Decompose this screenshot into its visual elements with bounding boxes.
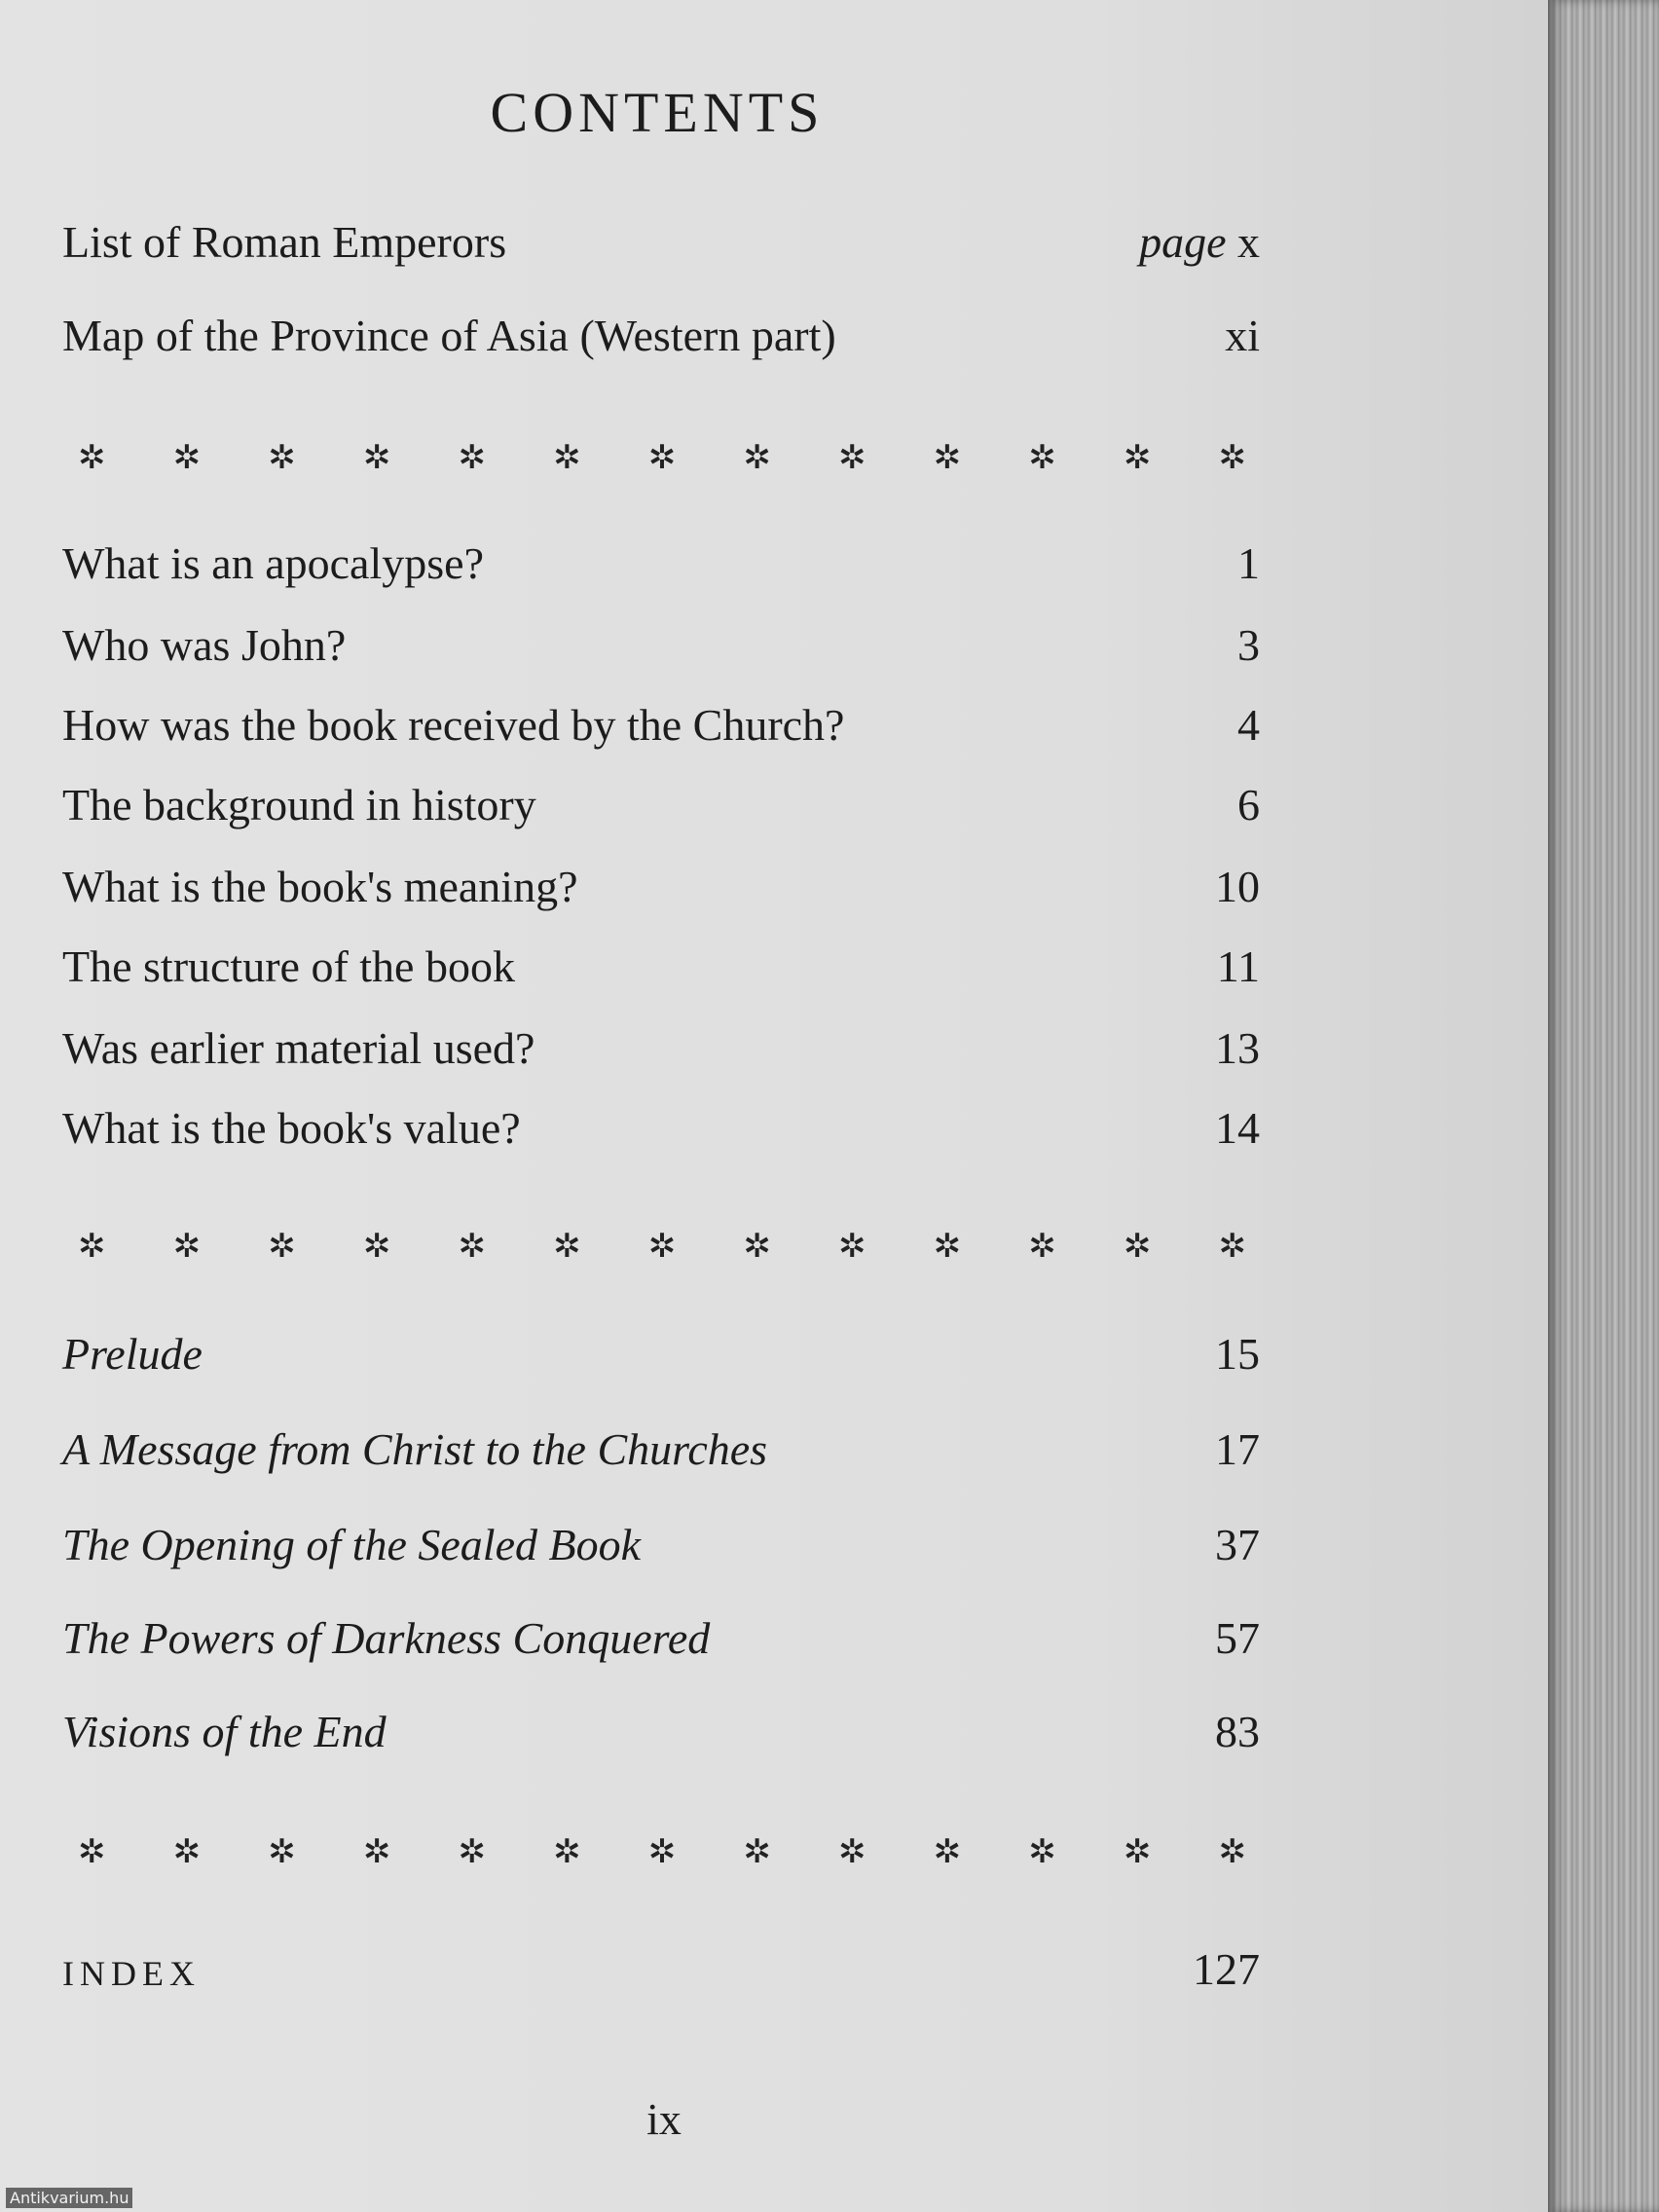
star-ornament-icon: ✲ (172, 1227, 202, 1266)
toc-entry-label: Map of the Province of Asia (Western part) (62, 311, 836, 360)
toc-entry-label: Prelude (62, 1329, 203, 1379)
star-ornament-icon: ✲ (1028, 1227, 1056, 1266)
star-ornament-icon: ✲ (553, 1832, 581, 1871)
toc-entry-page: 11 (1216, 941, 1260, 991)
star-ornament-icon: ✲ (1123, 1832, 1152, 1871)
book-fore-edge (1548, 0, 1659, 2212)
toc-entry-label: Visions of the End (62, 1707, 387, 1756)
toc-entry-label: The Powers of Darkness Conquered (62, 1613, 711, 1663)
star-ornament-icon: ✲ (78, 438, 106, 477)
toc-entry-label: List of Roman Emperors (62, 217, 507, 267)
toc-entry (62, 1328, 1260, 1396)
toc-entry-page: 17 (1215, 1424, 1260, 1474)
star-ornament-icon: ✲ (553, 1227, 581, 1266)
toc-entry-page: 127 (1193, 1944, 1260, 1994)
toc-entry (62, 310, 1260, 378)
toc-entry-page: 57 (1215, 1613, 1260, 1663)
toc-entry-index (62, 1943, 1260, 2011)
toc-entry (62, 216, 1260, 284)
toc-entry-label: How was the book received by the Church? (62, 700, 845, 750)
toc-entry (62, 619, 1260, 687)
toc-entry-page: 14 (1215, 1103, 1260, 1153)
star-ornament-icon: ✲ (1123, 1227, 1152, 1266)
toc-entry-page: 1 (1237, 538, 1260, 588)
toc-entry-page: 37 (1215, 1520, 1260, 1569)
toc-entry (62, 1022, 1260, 1090)
toc-entry (62, 1612, 1260, 1680)
star-ornament-icon: ✲ (1028, 1832, 1056, 1871)
toc-entry-label: The Opening of the Sealed Book (62, 1520, 642, 1569)
star-ornament-icon: ✲ (743, 1227, 771, 1266)
star-ornament-icon: ✲ (743, 438, 771, 477)
toc-entry-label: Was earlier material used? (62, 1023, 535, 1073)
toc-entry-page: xi (1225, 311, 1260, 360)
star-ornament-icon: ✲ (933, 1832, 962, 1871)
star-ornament-icon: ✲ (78, 1832, 106, 1871)
toc-entry-label: What is an apocalypse? (62, 538, 484, 588)
toc-entry (62, 1706, 1260, 1774)
page-number: x (1237, 217, 1260, 267)
toc-entry (62, 537, 1260, 606)
star-ornament-icon: ✲ (838, 1227, 866, 1266)
star-ornament-icon: ✲ (362, 1832, 391, 1871)
toc-entry (62, 1519, 1260, 1587)
watermark: Antikvarium.hu (6, 2188, 132, 2208)
star-ornament-icon: ✲ (647, 438, 677, 477)
star-ornament-icon: ✲ (78, 1227, 106, 1266)
star-ornament-icon: ✲ (838, 438, 866, 477)
star-divider (78, 1832, 1246, 1881)
star-ornament-icon: ✲ (933, 438, 962, 477)
star-ornament-icon: ✲ (1218, 1227, 1246, 1266)
toc-entry-page: 13 (1215, 1023, 1260, 1073)
toc-entry-label: Who was John? (62, 620, 347, 670)
star-ornament-icon: ✲ (458, 438, 486, 477)
star-ornament-icon: ✲ (268, 1832, 296, 1871)
toc-entry-label: A Message from Christ to the Churches (62, 1424, 768, 1474)
star-ornament-icon: ✲ (553, 438, 581, 477)
star-ornament-icon: ✲ (1218, 438, 1246, 477)
toc-entry (62, 779, 1260, 847)
star-ornament-icon: ✲ (268, 438, 296, 477)
toc-entry-label: INDEX (62, 1954, 201, 1993)
toc-entry-page: 3 (1237, 620, 1260, 670)
star-ornament-icon: ✲ (647, 1832, 677, 1871)
star-ornament-icon: ✲ (268, 1227, 296, 1266)
star-ornament-icon: ✲ (1028, 438, 1056, 477)
star-ornament-icon: ✲ (1218, 1832, 1246, 1871)
star-ornament-icon: ✲ (838, 1832, 866, 1871)
star-ornament-icon: ✲ (362, 1227, 391, 1266)
page-folio: ix (646, 2094, 682, 2144)
page-prefix: page (1139, 217, 1227, 267)
toc-entry-page: 15 (1215, 1329, 1260, 1379)
toc-entry-page: 6 (1237, 780, 1260, 830)
star-ornament-icon: ✲ (458, 1227, 486, 1266)
star-ornament-icon: ✲ (362, 438, 391, 477)
toc-entry (62, 940, 1260, 1009)
star-ornament-icon: ✲ (743, 1832, 771, 1871)
toc-entry-page: 10 (1215, 862, 1260, 911)
toc-entry-label: The structure of the book (62, 941, 515, 991)
toc-entry (62, 1102, 1260, 1170)
star-ornament-icon: ✲ (933, 1227, 962, 1266)
toc-entry (62, 861, 1260, 929)
star-ornament-icon: ✲ (458, 1832, 486, 1871)
star-ornament-icon: ✲ (172, 438, 202, 477)
toc-entry-label: What is the book's meaning? (62, 862, 578, 911)
star-ornament-icon: ✲ (647, 1227, 677, 1266)
star-divider (78, 438, 1246, 487)
toc-entry-label: The background in history (62, 780, 536, 830)
star-divider (78, 1227, 1246, 1275)
toc-entry (62, 1423, 1260, 1492)
toc-entry-page (1139, 216, 1260, 268)
star-ornament-icon: ✲ (172, 1832, 202, 1871)
toc-entry-label: What is the book's value? (62, 1103, 521, 1153)
page-title: CONTENTS (490, 81, 825, 144)
star-ornament-icon: ✲ (1123, 438, 1152, 477)
toc-entry-page: 83 (1215, 1707, 1260, 1756)
toc-entry (62, 699, 1260, 767)
toc-entry-page: 4 (1237, 700, 1260, 750)
